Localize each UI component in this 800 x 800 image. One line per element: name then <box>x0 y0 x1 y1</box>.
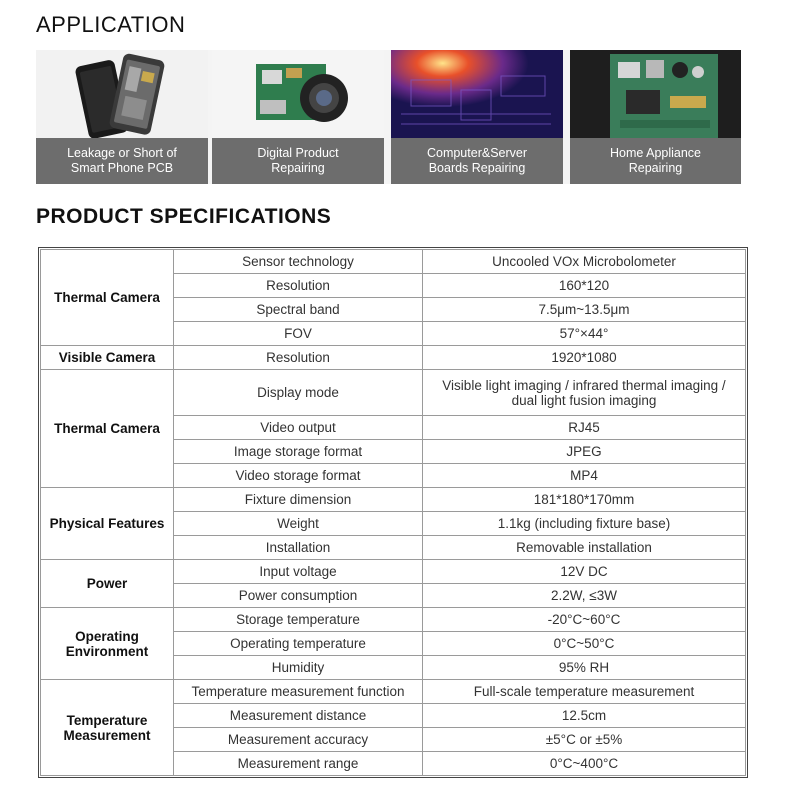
application-caption <box>391 138 563 184</box>
spec-item: Power consumption <box>174 584 423 608</box>
specifications-title: PRODUCT SPECIFICATIONS <box>36 205 332 228</box>
spec-item: Display mode <box>174 370 423 416</box>
spec-item: Measurement distance <box>174 704 423 728</box>
spec-value: Uncooled VOx Microbolometer <box>423 250 746 274</box>
application-title: APPLICATION <box>36 12 186 37</box>
spec-item: Measurement accuracy <box>174 728 423 752</box>
application-card-computer <box>391 50 563 184</box>
spec-value: Full-scale temperature measurement <box>423 680 746 704</box>
spec-value: 12.5cm <box>423 704 746 728</box>
group-label: Thermal Camera <box>41 250 174 346</box>
application-caption <box>212 138 384 184</box>
caption-line: Computer&Server <box>426 146 528 160</box>
table-row <box>41 250 746 274</box>
caption-line: Leakage or Short of <box>67 146 177 160</box>
spec-item: FOV <box>174 322 423 346</box>
spec-value: MP4 <box>423 464 746 488</box>
caption-line: Digital Product <box>257 146 339 160</box>
spec-item: Weight <box>174 512 423 536</box>
spec-value: 1920*1080 <box>423 346 746 370</box>
application-gallery <box>36 50 741 184</box>
caption-line: Repairing <box>271 161 325 175</box>
spec-value: 57°×44° <box>423 322 746 346</box>
group-label: Thermal Camera <box>41 370 174 488</box>
spec-value: JPEG <box>423 440 746 464</box>
application-card-home <box>570 50 741 184</box>
spec-item: Video output <box>174 416 423 440</box>
spec-item: Spectral band <box>174 298 423 322</box>
table-row <box>41 608 746 632</box>
spec-value: 181*180*170mm <box>423 488 746 512</box>
application-caption <box>570 138 741 184</box>
spec-value: 2.2W, ≤3W <box>423 584 746 608</box>
camera-board-image <box>212 50 384 138</box>
caption-line: Repairing <box>628 161 683 175</box>
specifications-table <box>40 249 746 776</box>
spec-item: Installation <box>174 536 423 560</box>
spec-value: -20°C~60°C <box>423 608 746 632</box>
spec-value: Removable installation <box>423 536 746 560</box>
caption-line: Smart Phone PCB <box>70 161 174 175</box>
group-label: Physical Features <box>41 488 174 560</box>
caption-line: Boards Repairing <box>428 161 526 175</box>
spec-item: Temperature measurement function <box>174 680 423 704</box>
spec-value: 0°C~50°C <box>423 632 746 656</box>
table-row <box>41 370 746 416</box>
thermal-board-image <box>391 50 563 138</box>
spec-value: 1.1kg (including fixture base) <box>423 512 746 536</box>
spec-item: Storage temperature <box>174 608 423 632</box>
spec-value: Visible light imaging / infrared thermal imaging / dual light fusion imaging <box>423 370 746 416</box>
spec-item: Image storage format <box>174 440 423 464</box>
application-card-digital <box>212 50 384 184</box>
spec-value: 12V DC <box>423 560 746 584</box>
application-card-phone <box>36 50 208 184</box>
spec-value: 160*120 <box>423 274 746 298</box>
caption-line: Home Appliance <box>609 146 702 160</box>
spec-item: Resolution <box>174 346 423 370</box>
spec-item: Humidity <box>174 656 423 680</box>
appliance-board-image <box>570 50 741 138</box>
application-caption <box>36 138 208 184</box>
phone-pcb-image <box>36 50 208 138</box>
spec-item: Operating temperature <box>174 632 423 656</box>
spec-value: 95% RH <box>423 656 746 680</box>
group-label: Temperature Measurement <box>41 680 174 776</box>
table-row <box>41 346 746 370</box>
spec-value: 7.5μm~13.5μm <box>423 298 746 322</box>
spec-item: Video storage format <box>174 464 423 488</box>
group-label: Power <box>41 560 174 608</box>
spec-item: Measurement range <box>174 752 423 776</box>
table-row <box>41 560 746 584</box>
spec-value: 0°C~400°C <box>423 752 746 776</box>
table-row <box>41 488 746 512</box>
spec-value: RJ45 <box>423 416 746 440</box>
spec-item: Sensor technology <box>174 250 423 274</box>
group-label: Visible Camera <box>41 346 174 370</box>
spec-item: Input voltage <box>174 560 423 584</box>
spec-value: ±5°C or ±5% <box>423 728 746 752</box>
spec-item: Fixture dimension <box>174 488 423 512</box>
spec-item: Resolution <box>174 274 423 298</box>
group-label: Operating Environment <box>41 608 174 680</box>
table-row <box>41 680 746 704</box>
